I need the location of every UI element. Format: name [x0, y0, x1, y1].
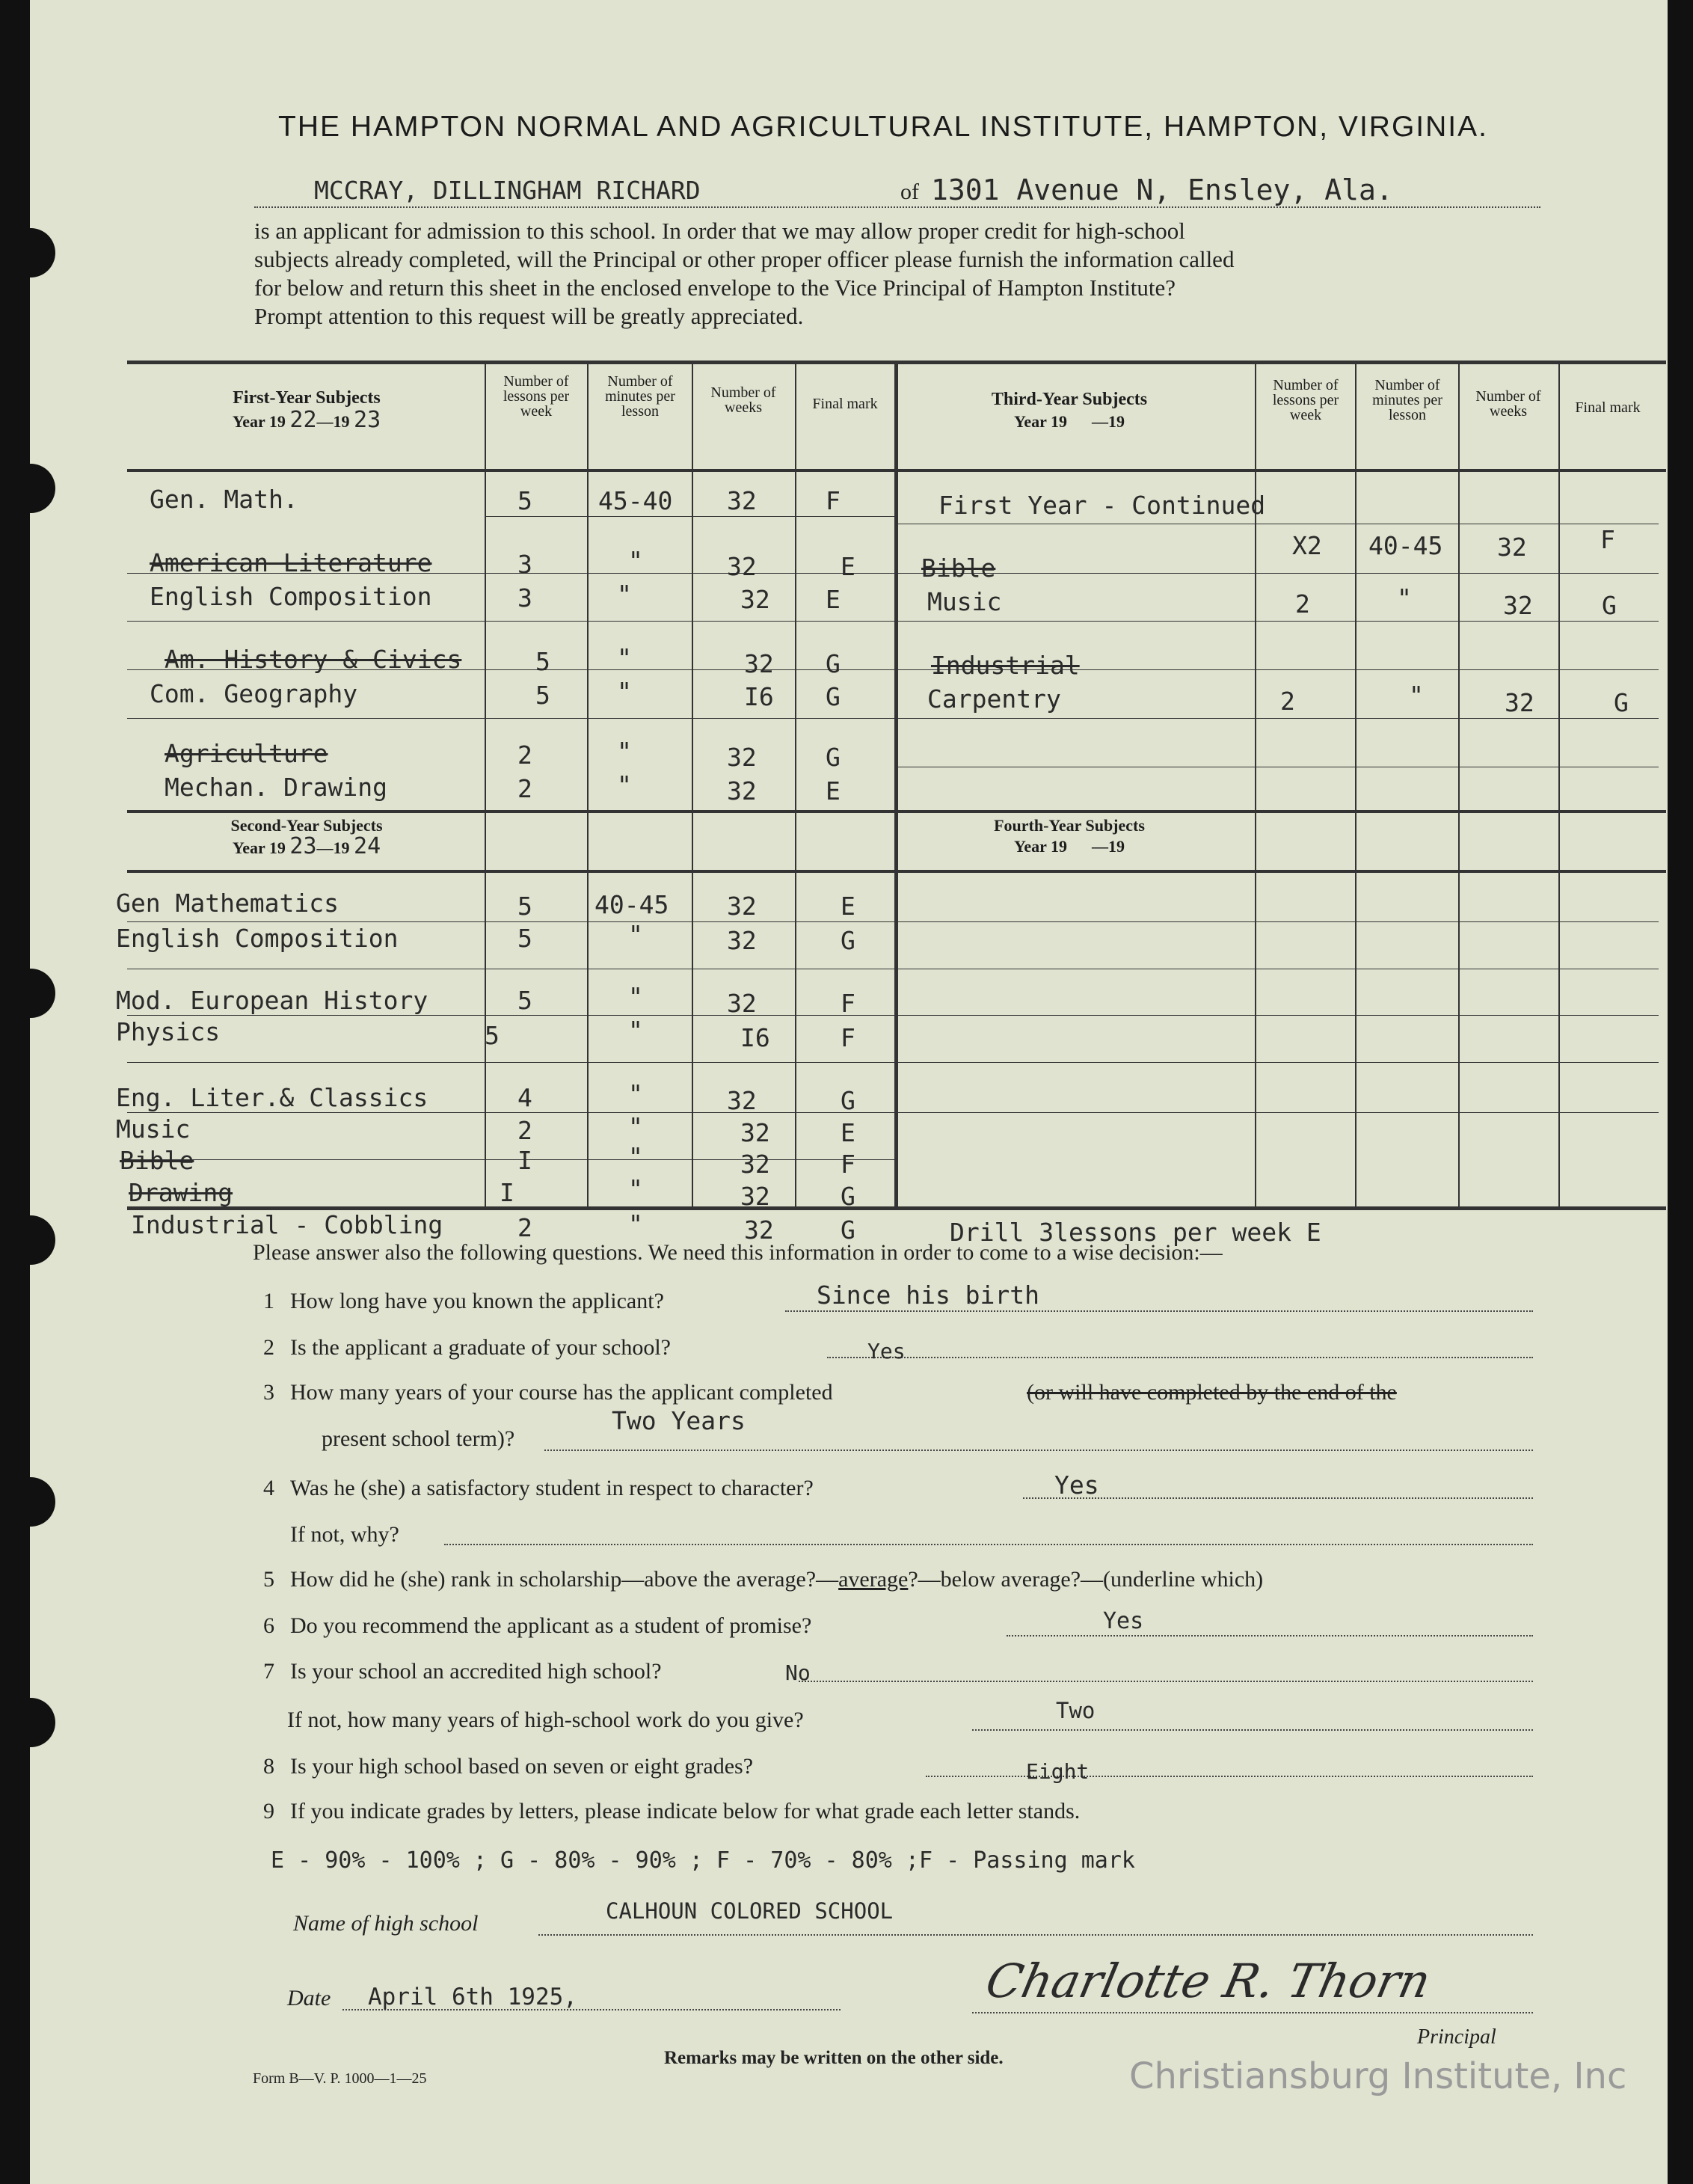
table-cell: X2 — [1292, 531, 1322, 560]
of-label: of — [900, 180, 919, 204]
principal-title: Principal — [1417, 2025, 1496, 2049]
answer-text: Two — [1056, 1698, 1096, 1723]
table-col — [692, 361, 693, 1206]
answer-text: No — [785, 1660, 811, 1685]
question-number: 8 — [263, 1754, 274, 1779]
table-cell: E — [841, 892, 855, 921]
table-cell: " — [617, 580, 632, 609]
intro-line: Prompt attention to this request will be greatly appreciated. — [254, 303, 804, 329]
row-rule — [127, 1015, 1659, 1016]
row-rule — [127, 621, 1659, 622]
table-cell: 5 — [517, 924, 532, 953]
table-col — [1458, 361, 1460, 1206]
table-cell: American Literature — [150, 548, 432, 577]
question-text: present school term)? — [322, 1426, 515, 1451]
answer-line — [827, 1357, 1533, 1358]
intro-line: is an applicant for admission to this school. In order that we may allow proper credit for high-school — [254, 218, 1185, 244]
table-cell: " — [628, 1079, 643, 1108]
table-cell: 40-45 — [1368, 531, 1443, 560]
row-rule — [127, 1159, 894, 1160]
watermark: Christiansburg Institute, Inc — [1129, 2055, 1627, 2097]
table-cell: I6 — [744, 682, 774, 711]
table-cell: E — [841, 552, 855, 581]
answer-text: Two Years — [612, 1406, 746, 1435]
table-cell: 4 — [517, 1083, 532, 1112]
table-cell: 2 — [517, 1213, 532, 1242]
table-cell: 32 — [727, 989, 757, 1018]
table-cell: F — [1600, 525, 1615, 554]
question-text: If not, how many years of high-school work do you give? — [287, 1708, 804, 1732]
year-prefix: Year 19 — [232, 838, 286, 857]
table-cell: 5 — [517, 986, 532, 1015]
answer-text: Since his birth — [817, 1280, 1040, 1310]
table-cell: 2 — [517, 1116, 532, 1145]
question-text: How many years of your course has the applicant completed — [290, 1380, 833, 1405]
question-text: If not, why? — [290, 1522, 399, 1547]
table-cell: E — [841, 1118, 855, 1147]
answer-text: Eight — [1026, 1759, 1090, 1784]
underlined-answer: average — [838, 1567, 909, 1592]
questions-intro: Please answer also the following questions. We need this information in order to come to a wise decision:— — [253, 1240, 1223, 1265]
lessons-header: Number of lessons per week — [503, 373, 570, 420]
table-cell: 32 — [1505, 688, 1534, 717]
table-cell: G — [826, 649, 841, 678]
answer-line — [972, 1729, 1533, 1731]
table-cell: " — [628, 982, 643, 1011]
table-cell: 32 — [740, 1150, 770, 1179]
table-cell: 32 — [744, 649, 774, 678]
table-cell: F — [841, 989, 855, 1018]
table-cell: 32 — [727, 926, 757, 955]
table-cell: 32 — [727, 486, 757, 515]
table-cell: " — [617, 643, 632, 672]
answer-text: Yes — [1103, 1608, 1144, 1634]
year-sep: —19 — [316, 412, 350, 431]
first-year-years — [150, 407, 464, 433]
table-cell: English Composition — [116, 924, 399, 953]
table-cell: G — [1602, 591, 1617, 620]
answer-line — [926, 1776, 1533, 1777]
question-number: 7 — [263, 1659, 274, 1684]
table-cell: Bible — [921, 553, 996, 583]
school-line — [538, 1934, 1533, 1936]
table-cell: 5 — [517, 892, 532, 921]
table-cell: " — [628, 920, 643, 949]
applicant-name: MCCRAY, DILLINGHAM RICHARD — [314, 176, 701, 205]
second-year-years — [150, 833, 464, 859]
year-start: 22 — [289, 407, 317, 433]
punch-hole — [22, 228, 55, 277]
punch-hole — [22, 1215, 55, 1265]
table-cell: Music — [927, 587, 1002, 616]
minutes-header: Number of minutes per lesson — [605, 373, 675, 420]
table-cell: 32 — [727, 552, 757, 581]
question-struck-text: (or will have completed by the end of the — [1027, 1380, 1397, 1405]
third-year-header — [905, 390, 1234, 431]
first-year-title: First-Year Subjects — [233, 388, 381, 408]
answer-line — [785, 1310, 1533, 1312]
question-text: How long have you known the applicant? — [290, 1289, 664, 1313]
table-cell: Eng. Liter.& Classics — [116, 1083, 428, 1112]
drill-note: Drill 3lessons per week E — [950, 1218, 1321, 1247]
question-number: 2 — [263, 1335, 274, 1360]
question-number: 6 — [263, 1613, 274, 1638]
question-text-b: ?—below average?—(underline which) — [908, 1567, 1264, 1592]
intro-line: for below and return this sheet in the enclosed envelope to the Vice Principal of Hampton Institute? — [254, 274, 1176, 301]
table-cell: 2 — [517, 774, 532, 803]
table-cell: F — [826, 486, 841, 515]
table-cell: 45-40 — [598, 486, 673, 515]
year-end: 24 — [354, 833, 381, 859]
table-cell: G — [841, 926, 855, 955]
punch-hole — [22, 969, 55, 1018]
table-cell: 32 — [1497, 533, 1527, 562]
table-cell: F — [841, 1023, 855, 1052]
row-rule — [127, 718, 1659, 719]
table-cell: Mod. European History — [116, 986, 428, 1015]
table-cell: Music — [116, 1114, 191, 1144]
table-cell: E — [826, 585, 841, 614]
applicant-line — [254, 206, 1540, 208]
answer-text: Yes — [867, 1339, 906, 1364]
fourth-year-header — [905, 817, 1234, 856]
table-cell: 32 — [727, 776, 757, 806]
question-text: Is your high school based on seven or eight grades? — [290, 1754, 754, 1779]
applicant-address: 1301 Avenue N, Ensley, Ala. — [931, 174, 1393, 206]
punch-hole — [22, 1698, 55, 1747]
answer-line — [444, 1544, 1533, 1545]
first-year-header — [150, 389, 464, 431]
table-cell: " — [628, 546, 643, 575]
year-end: 23 — [354, 407, 381, 433]
question-text: Do you recommend the applicant as a student of promise? — [290, 1613, 812, 1638]
table-cell: " — [1409, 681, 1424, 710]
table-cell: Gen. Math. — [150, 485, 298, 514]
fourth-year-title: Fourth-Year Subjects — [994, 816, 1145, 835]
table-cell: " — [628, 1209, 643, 1239]
school-name: CALHOUN COLORED SCHOOL — [606, 1898, 894, 1924]
question-text-a: How did he (she) rank in scholarship—above the average?— — [290, 1567, 839, 1592]
question-text: Was he (she) a satisfactory student in respect to character? — [290, 1476, 814, 1500]
table-cell: Agriculture — [165, 739, 328, 768]
table-cell: Bible — [120, 1146, 194, 1175]
table-cell: 5 — [517, 486, 532, 515]
third-year-title: Third-Year Subjects — [991, 390, 1148, 409]
table-cell: 32 — [727, 743, 757, 772]
punch-hole — [22, 464, 55, 513]
year-sep: —19 — [316, 838, 350, 857]
answer-line — [1023, 1497, 1533, 1499]
table-cell: 2 — [1295, 589, 1310, 619]
table-cell: 3 — [517, 550, 532, 579]
form-number: Form B—V. P. 1000—1—25 — [253, 2070, 427, 2087]
mark-header: Final mark — [812, 396, 878, 412]
table-cell: Physics — [116, 1017, 221, 1046]
table-cell: 5 — [535, 681, 550, 710]
table-cell: " — [617, 770, 632, 800]
table-cell: I — [500, 1178, 514, 1207]
row-rule — [127, 1112, 1659, 1113]
table-cell: Com. Geography — [150, 679, 358, 708]
table-cell: " — [628, 1016, 643, 1045]
table-col — [1255, 361, 1256, 1206]
question-text: Is the applicant a graduate of your school? — [290, 1335, 671, 1360]
table-cell: Gen Mathematics — [116, 889, 339, 918]
punch-hole — [22, 1477, 55, 1527]
table-cell: " — [617, 677, 632, 706]
table-cell: 32 — [744, 1215, 774, 1245]
table-cell: 32 — [740, 585, 770, 614]
fourth-year-years: Year 19 —19 — [1013, 837, 1125, 856]
question-text — [290, 1567, 1263, 1592]
date-value: April 6th 1925, — [368, 1984, 577, 2010]
table-cell: 5 — [535, 647, 550, 676]
table-cell: Industrial - Cobbling — [131, 1210, 443, 1239]
question-text: Is your school an accredited high school? — [290, 1659, 662, 1684]
table-cell: Industrial — [931, 651, 1080, 680]
question-number: 4 — [263, 1476, 274, 1500]
mark-header: Final mark — [1575, 399, 1641, 416]
answer-line — [1007, 1635, 1533, 1637]
question-number: 3 — [263, 1380, 274, 1405]
table-cell: G — [841, 1182, 855, 1211]
row-rule — [127, 921, 1659, 922]
table-cell: 2 — [517, 740, 532, 770]
grade-scale: E - 90% - 100% ; G - 80% - 90% ; F - 70% - 80% ;F - Passing mark — [271, 1847, 1135, 1874]
lessons-header: Number of lessons per week — [1272, 377, 1339, 423]
question-text: If you indicate grades by letters, please indicate below for what grade each letter stands. — [290, 1799, 1081, 1823]
table-cell: English Composition — [150, 582, 432, 611]
intro-line: subjects already completed, will the Principal or other proper officer please furnish the information called — [254, 246, 1235, 272]
table-cell: F — [841, 1150, 855, 1179]
minutes-header: Number of minutes per lesson — [1372, 377, 1442, 423]
table-col — [795, 361, 796, 1206]
table-cell: G — [826, 743, 841, 772]
remarks-note: Remarks may be written on the other side. — [664, 2048, 1004, 2068]
table-cell: 2 — [1280, 687, 1295, 716]
table-cell: E — [826, 776, 841, 806]
row-rule — [485, 516, 894, 517]
second-year-title: Second-Year Subjects — [230, 816, 383, 835]
table-cell: G — [826, 682, 841, 711]
principal-signature: Charlotte R. Thorn — [981, 1954, 1436, 2008]
table-cell: G — [841, 1215, 855, 1245]
table-cell: Am. History & Civics — [165, 645, 462, 674]
table-cell: Carpentry — [927, 684, 1061, 714]
table-col — [485, 361, 486, 1206]
second-year-header — [150, 817, 464, 857]
question-number: 1 — [263, 1289, 274, 1313]
table-cell: " — [628, 1142, 643, 1171]
table-cell: Drawing — [129, 1178, 233, 1207]
row-rule — [897, 573, 1659, 574]
table-cell: Mechan. Drawing — [165, 773, 388, 802]
table-cell: 3 — [517, 583, 532, 613]
table-col — [1558, 361, 1560, 1206]
table-col — [587, 361, 589, 1206]
intro-paragraph — [254, 217, 1548, 331]
page-title: THE HAMPTON NORMAL AND AGRICULTURAL INSTITUTE, HAMPTON, VIRGINIA. — [278, 111, 1488, 143]
table-cell: 32 — [727, 892, 757, 921]
question-number: 9 — [263, 1799, 274, 1823]
table-cell: " — [628, 1174, 643, 1203]
table-cell: I6 — [740, 1023, 770, 1052]
weeks-header: Number of weeks — [1475, 388, 1541, 420]
date-label: Date — [287, 1986, 331, 2010]
answer-line — [799, 1681, 1533, 1682]
table-cell: First Year - Continued — [938, 491, 1266, 520]
school-label: Name of high school — [293, 1911, 479, 1936]
table-col — [894, 361, 898, 1206]
table-cell: 32 — [740, 1182, 770, 1211]
table-cell: 40-45 — [594, 890, 669, 919]
weeks-header: Number of weeks — [710, 384, 776, 416]
row-rule — [127, 1062, 1659, 1063]
question-number: 5 — [263, 1567, 274, 1592]
table-cell: " — [1397, 583, 1412, 613]
table-cell: G — [841, 1086, 855, 1115]
table-col — [1355, 361, 1356, 1206]
table-cell: G — [1614, 688, 1629, 717]
answer-text: Yes — [1054, 1470, 1099, 1500]
table-cell: " — [628, 1112, 643, 1141]
signature-line — [972, 2012, 1533, 2013]
third-year-years: Year 19 —19 — [1013, 412, 1125, 431]
year-start: 23 — [289, 833, 317, 859]
answer-line — [544, 1450, 1533, 1451]
table-cell: 32 — [740, 1118, 770, 1147]
table-cell: 32 — [1503, 591, 1533, 620]
table-cell: I — [517, 1146, 532, 1175]
table-cell: 5 — [485, 1021, 500, 1050]
year-prefix: Year 19 — [232, 412, 286, 431]
table-cell: " — [617, 737, 632, 766]
table-cell: 32 — [727, 1086, 757, 1115]
